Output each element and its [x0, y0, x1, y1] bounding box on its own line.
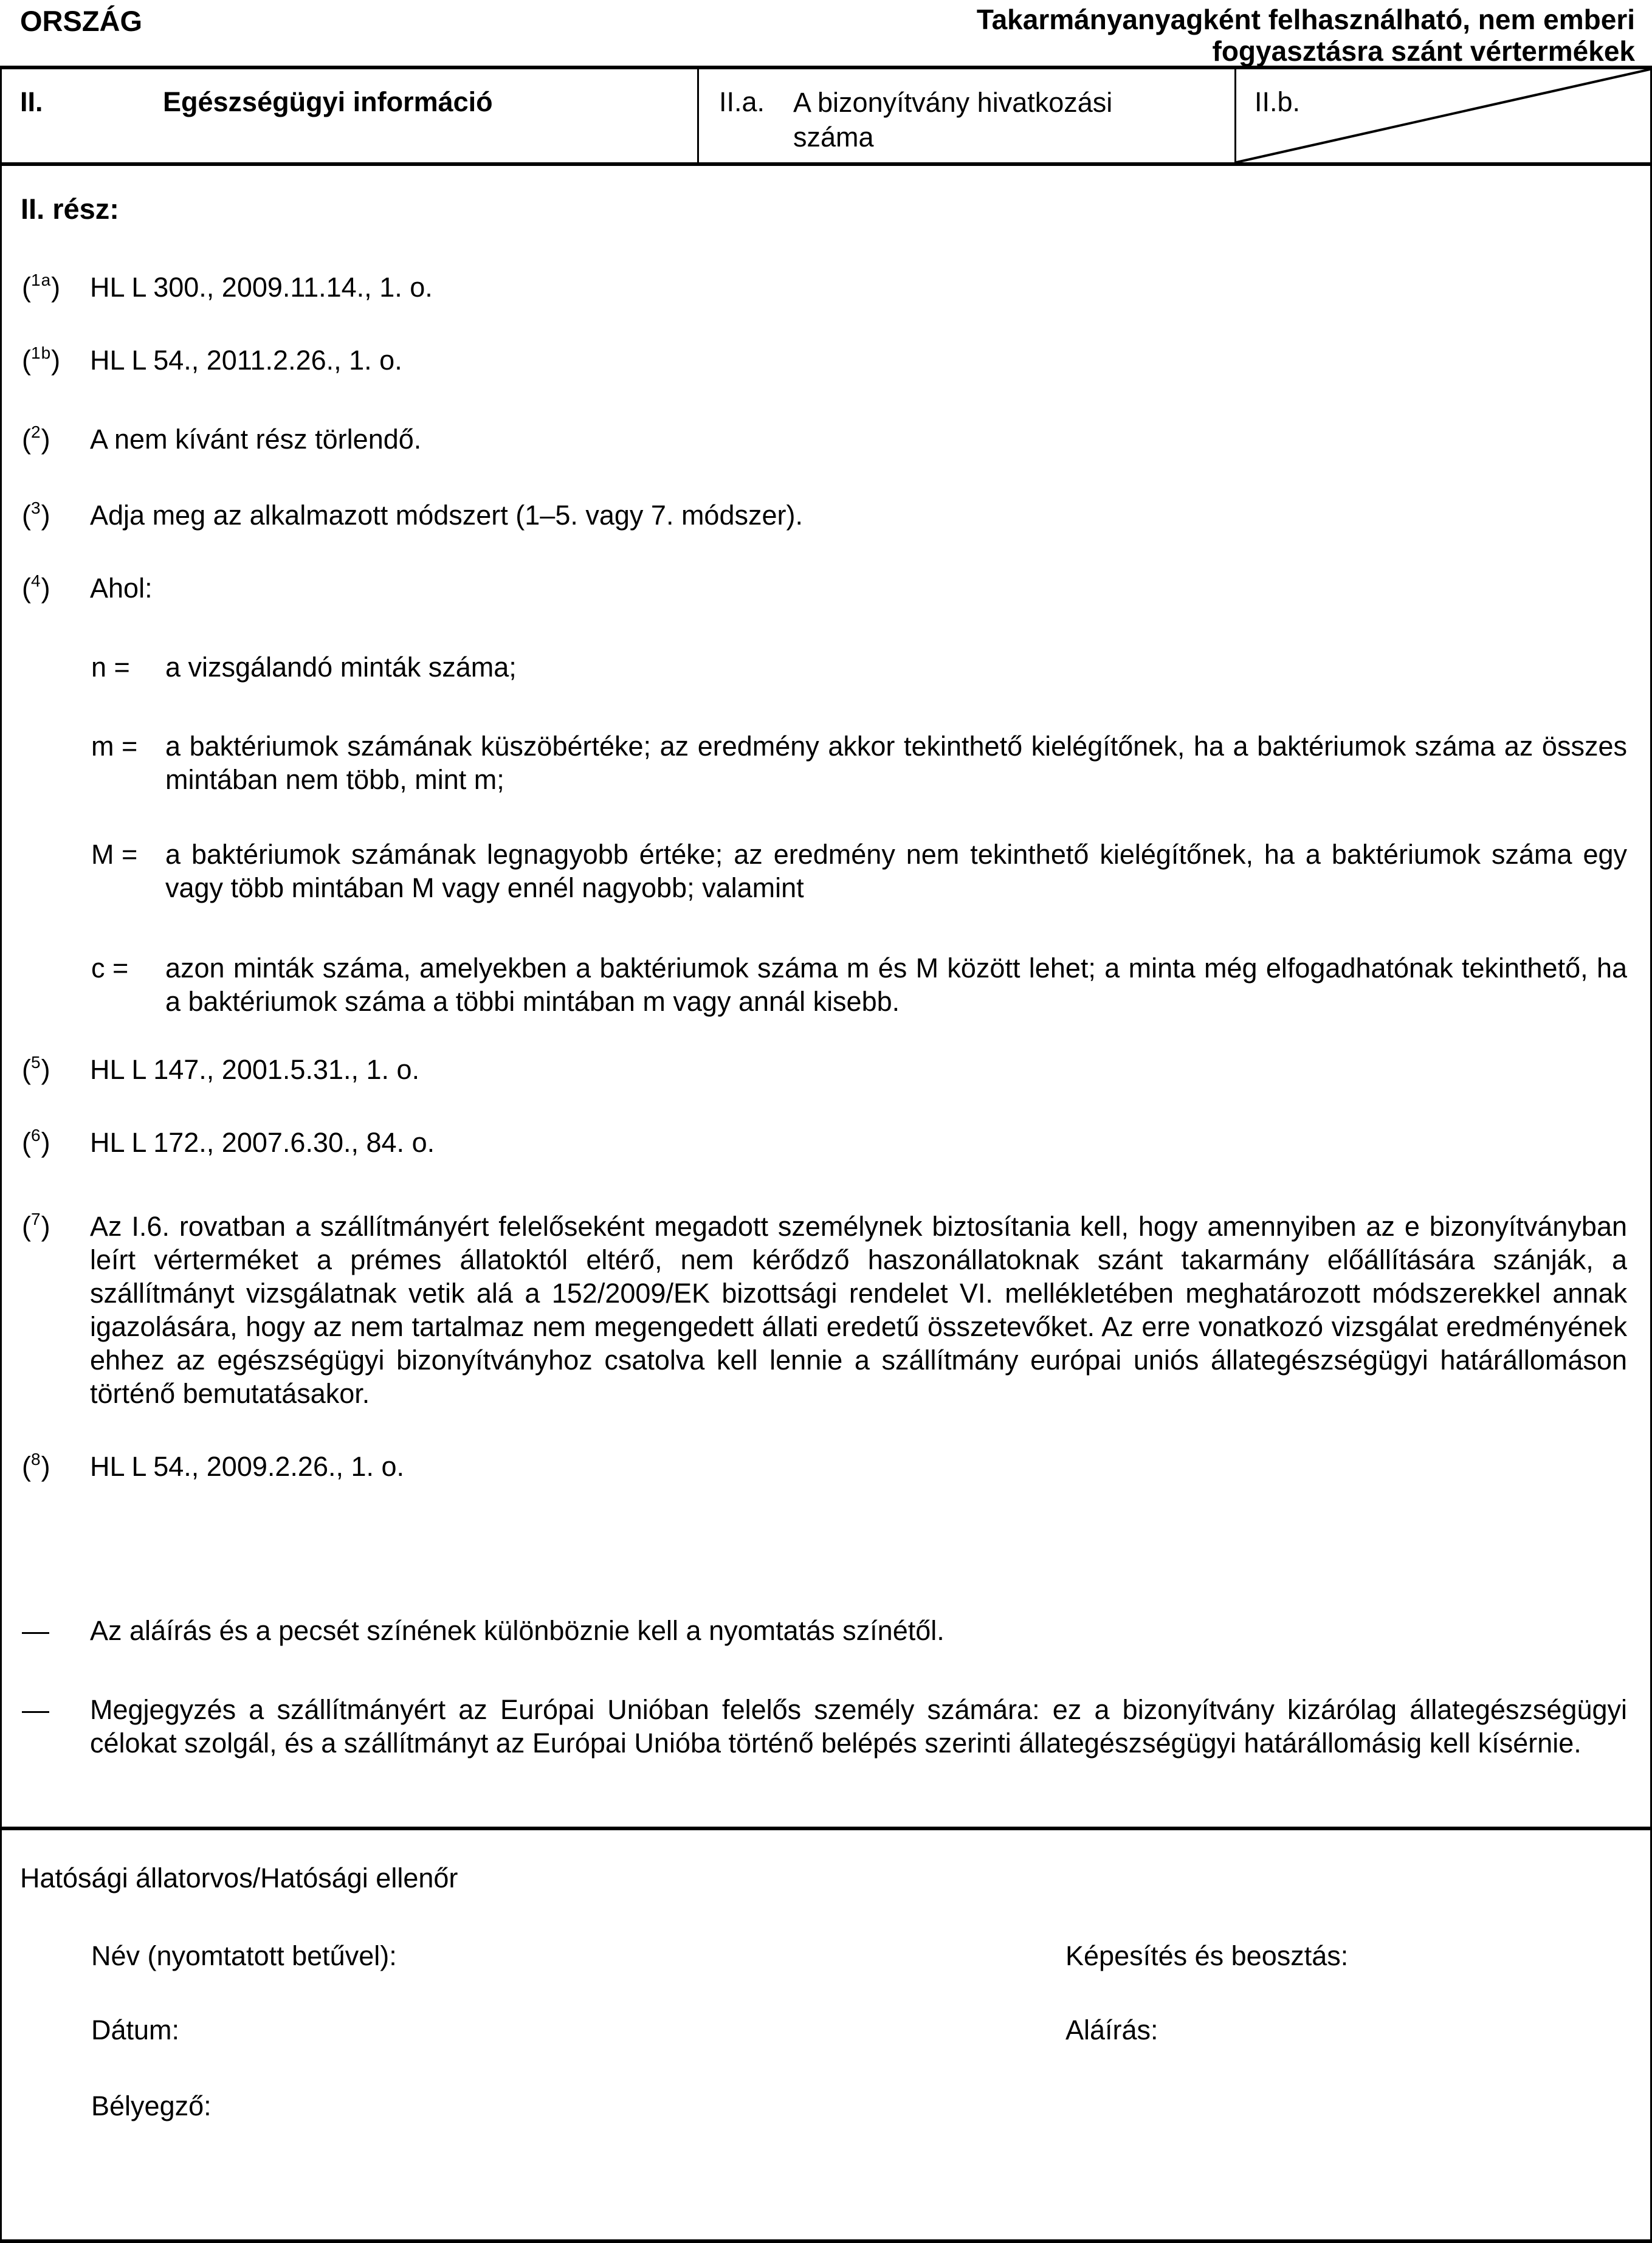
footnote-4-text: Ahol: — [90, 573, 153, 604]
section-ii-marker: II. — [20, 86, 43, 117]
footnote-1a-text: HL L 300., 2009.11.14., 1. o. — [90, 272, 433, 303]
qualification-label: Képesítés és beosztás: — [1065, 1940, 1349, 1971]
section-iia-marker: II.a. — [719, 86, 765, 117]
part2-heading: II. rész: — [21, 193, 119, 225]
cell-certificate-reference — [699, 69, 1236, 162]
definition-M — [91, 838, 1627, 904]
name-label: Név (nyomtatott betűvel): — [91, 1940, 397, 1971]
definition-M-symbol: M = — [91, 839, 138, 870]
part2-section — [0, 166, 1652, 1827]
signature-label: Aláírás: — [1065, 2014, 1158, 2045]
doc-title-line1: Takarmányanyagként felhasználható, nem emberi — [976, 4, 1635, 35]
footnote-1b-text: HL L 54., 2011.2.26., 1. o. — [90, 345, 402, 376]
footnote-6 — [22, 1126, 1627, 1159]
dash-icon: — — [22, 1615, 49, 1646]
definition-n — [91, 650, 1627, 684]
footnote-5-marker: ($^5$) — [22, 1053, 50, 1085]
footnote-5 — [22, 1053, 1627, 1086]
footnote-4-marker: ($^4$) — [22, 571, 50, 604]
definition-c-symbol: c = — [91, 953, 129, 984]
footnote-6-text: HL L 172., 2007.6.30., 84. o. — [90, 1127, 435, 1158]
footnote-6-marker: ($^6$) — [22, 1126, 50, 1158]
doc-title — [977, 4, 1635, 67]
footnote-2-marker: ($^2$) — [22, 422, 50, 455]
doc-title-line2: fogyasztásra szánt vértermékek — [1212, 35, 1635, 67]
definition-n-text: a vizsgálandó minták száma; — [165, 652, 517, 683]
note-consignment-remark-text: Megjegyzés a szállítmányért az Európai Unióban felelős személy számára: ez a bizonyítvány kizárólag állategészségügyi célokat szolgál, és a szállítmányt az Európai Unióba történő belépés szerinti állategészségügyi határállomásig kell kísérnie. — [90, 1694, 1627, 1759]
footnote-8-text: HL L 54., 2009.2.26., 1. o. — [90, 1451, 405, 1482]
definition-m-text: a baktériumok számának küszöbértéke; az eredmény akkor tekinthető kielégítőnek, ha a baktériumok száma az összes mintában nem több, mint m; — [165, 731, 1627, 795]
footnote-3-text: Adja meg az alkalmazott módszert (1–5. vagy 7. módszer). — [90, 500, 803, 531]
section-ii-label: Egészségügyi információ — [163, 86, 493, 117]
note-consignment-remark — [22, 1693, 1627, 1760]
definition-m-symbol: m = — [91, 731, 138, 762]
footnote-3 — [22, 498, 1627, 532]
cell-health-information — [2, 69, 699, 162]
official-title: Hatósági állatorvos/Hatósági ellenőr — [20, 1862, 458, 1893]
dash-icon: — — [22, 1694, 49, 1725]
official-vet-block — [0, 1827, 1652, 2243]
definition-c-text: azon minták száma, amelyekben a baktériumok száma m és M között lehet; a minta még elfogadhatónak tekinthető, ha a baktériumok száma a többi mintában m vagy annál kisebb. — [165, 953, 1627, 1017]
footnote-7-marker: ($^7$) — [22, 1210, 50, 1242]
health-info-header-row — [0, 66, 1652, 166]
footnote-1b-marker: ($^{1b}$) — [22, 343, 61, 376]
cell-iib-crossed — [1236, 69, 1650, 162]
definition-m — [91, 729, 1627, 796]
footnote-2 — [22, 422, 1627, 456]
section-iib-marker: II.b. — [1254, 86, 1301, 117]
footnote-7-text: Az I.6. rovatban a szállítmányért felelőseként megadott személynek biztosítania kell, hogy amennyiben az e bizonyítványban leírt vérterméket a prémes állatoktól eltérő, nem kérődző haszonállatoknak szánt takarmány előállítására szánják, a szállítmányt vizsgálatnak vetik alá a 152/2009/EK bizottsági rendelet VI. mellékletében meghatározott módszerekkel annak igazolására, hogy az nem tartalmaz nem megengedett állati eredetű összetevőket. Az erre vonatkozó vizsgálat eredményének ehhez az egészségügyi bizonyítványhoz csatolva kell lennie a szállítmány európai uniós állategészségügyi határállomáson történő bemutatásakor. — [90, 1211, 1627, 1409]
footnote-8 — [22, 1450, 1627, 1483]
footnote-7 — [22, 1210, 1627, 1410]
footnote-5-text: HL L 147., 2001.5.31., 1. o. — [90, 1054, 420, 1085]
footnote-1a-marker: ($^{1a}$) — [22, 270, 61, 303]
footnote-2-text: A nem kívánt rész törlendő. — [90, 424, 422, 455]
footnote-1a — [22, 270, 1627, 304]
definition-c — [91, 951, 1627, 1018]
note-signature-color-text: Az aláírás és a pecsét színének különböznie kell a nyomtatás színétől. — [90, 1615, 945, 1646]
definition-n-symbol: n = — [91, 652, 130, 683]
footnote-4 — [22, 571, 1627, 605]
section-iia-label: A bizonyítvány hivatkozási száma — [793, 87, 1113, 153]
date-label: Dátum: — [91, 2014, 180, 2045]
note-signature-color — [22, 1614, 1627, 1647]
footnote-3-marker: ($^3$) — [22, 498, 50, 531]
definition-M-text: a baktériumok számának legnagyobb értéke; az eredmény nem tekinthető kielégítőnek, ha a baktériumok száma egy vagy több mintában M vagy ennél nagyobb; valamint — [165, 839, 1627, 903]
footnote-1b — [22, 343, 1627, 377]
country-label: ORSZÁG — [20, 5, 143, 37]
stamp-label: Bélyegző: — [91, 2090, 212, 2121]
footnote-8-marker: ($^8$) — [22, 1450, 50, 1482]
diagonal-strikethrough — [1236, 69, 1650, 162]
